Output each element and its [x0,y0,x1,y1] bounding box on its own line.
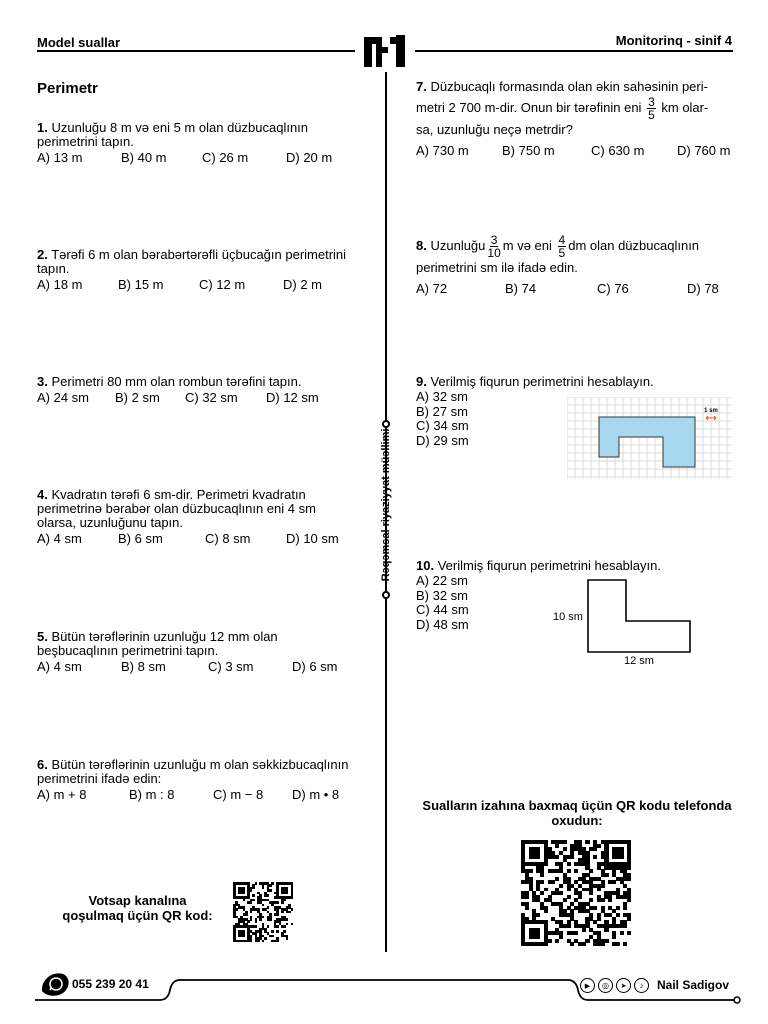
q10-l-shape-figure [550,576,700,668]
header-rule-left [37,50,355,52]
q3-option-b[interactable]: B) 2 sm [115,390,160,405]
q10-number: 10. [416,558,435,573]
q8-line2: perimetrini sm ilə ifadə edin. [416,260,578,275]
q9-option-c[interactable]: C) 34 sm [416,418,469,433]
q7-frac-num: 3 [648,95,655,109]
q8-f2-den: 5 [558,246,566,260]
q5-option-a[interactable]: A) 4 sm [37,659,82,674]
telegram-icon[interactable]: ➤ [616,978,631,993]
q10-text: Verilmiş fiqurun perimetrini hesablayın. [437,558,661,573]
q7-fraction [647,96,656,121]
q10-label-left: 10 sm [553,611,583,623]
q9-option-b[interactable]: B) 27 sm [416,403,469,419]
q1-option-c[interactable]: C) 26 m [202,150,249,165]
q1-option-b[interactable]: B) 40 m [121,150,167,165]
q8-fraction-1 [487,234,500,259]
q1-text: Uzunluğu 8 m və eni 5 m olan düzbucaqlının perimetrini tapın. [37,120,309,149]
qr-left-caption-line1: Votsap kanalına [88,893,187,908]
tiktok-icon[interactable]: ♪ [634,978,649,993]
q8-option-a[interactable]: A) 72 [416,281,448,296]
question-1 [37,121,367,165]
q6-option-a[interactable]: A) m + 8 [37,787,87,802]
q9-option-a[interactable]: A) 32 sm [416,389,469,404]
q8-f1-den: 10 [487,246,501,260]
q4-option-a[interactable]: A) 4 sm [37,531,82,546]
q9-grid-figure [567,397,731,479]
explanation-qr-code[interactable] [521,840,631,946]
q5-option-b[interactable]: B) 8 sm [121,659,166,674]
q5-number: 5. [37,629,48,644]
q4-option-d[interactable]: D) 10 sm [286,531,339,546]
q1-number: 1. [37,120,48,135]
question-10 [416,559,661,573]
q5-option-d[interactable]: D) 6 sm [292,659,338,674]
q8-f1-num: 3 [490,233,498,247]
q6-number: 6. [37,757,48,772]
qr-left-caption [55,893,220,923]
q8-option-d[interactable]: D) 78 [687,281,719,296]
q7-option-a[interactable]: A) 730 m [416,143,469,158]
question-8 [416,234,738,296]
footer-author: Nail Sadigov [657,978,730,992]
q6-option-b[interactable]: B) m : 8 [129,787,175,802]
q1-option-a[interactable]: A) 13 m [37,150,83,165]
q2-option-c[interactable]: C) 12 m [199,277,246,292]
q9-text: Verilmiş fiqurun perimetrini hesablayın. [430,374,654,389]
q6-option-d[interactable]: D) m • 8 [292,787,340,802]
q2-option-a[interactable]: A) 18 m [37,277,83,292]
q4-number: 4. [37,487,48,502]
question-7 [416,78,738,158]
q7-option-c[interactable]: C) 630 m [591,143,645,158]
q5-text: Bütün tərəflərinin uzunluğu 12 mm olan beşbucaqlının perimetrini tapın. [37,629,278,658]
footer-phone: 055 239 20 41 [72,977,149,991]
q9-scale-label: 1 sm [704,408,718,414]
q4-option-b[interactable]: B) 6 sm [118,531,163,546]
q3-number: 3. [37,374,48,389]
question-2 [37,248,357,292]
divider-circle-top [382,420,390,428]
header-left: Model suallar [37,35,121,50]
q9-options [416,390,469,448]
question-6 [37,758,357,802]
q2-option-b[interactable]: B) 15 m [118,277,164,292]
q7-line1: Düzbucaqlı formasında olan əkin sahəsinin peri- [430,79,708,94]
q6-option-c[interactable]: C) m − 8 [213,787,264,802]
q2-text: Tərəfi 6 m olan bərabərtərəfli üçbucağın perimetrini tapın. [37,247,347,276]
q3-option-a[interactable]: A) 24 sm [37,390,90,405]
q4-text: Kvadratın tərəfi 6 sm-dir. Perimetri kvadratın perimetrinə bərabər olan düzbucaqlının eni 4 sm olarsa, uzunluğunu tapın. [37,487,316,530]
q8-text1: Uzunluğu [430,237,486,253]
qr-left-caption-line2: qoşulmaq üçün QR kod: [62,908,213,923]
q7-option-b[interactable]: B) 750 m [502,143,555,158]
q10-option-b[interactable]: B) 32 sm [416,587,469,603]
q7-option-d[interactable]: D) 760 m [677,143,731,158]
q7-frac-den: 5 [648,108,655,122]
q8-text2: m və eni [502,237,552,253]
divider-circle-bottom [382,591,390,599]
vertical-label: Rəqəmsal riyaziyyat müəllimi [380,428,392,582]
qr-right-caption: Sualların izahına baxmaq üçün QR kodu telefonda oxudun: [422,798,732,828]
q8-option-b[interactable]: B) 74 [505,281,537,296]
header-rule-right [415,50,733,52]
q9-option-d[interactable]: D) 29 sm [416,432,469,448]
q7-line3: sa, uzunluğu neçə metrdir? [416,122,573,137]
instagram-icon[interactable]: ◎ [598,978,613,993]
q2-number: 2. [37,247,48,262]
social-icons [580,978,649,993]
q8-number: 8. [416,237,427,253]
q10-label-bottom: 12 sm [624,655,654,667]
q6-text: Bütün tərəflərinin uzunluğu m olan səkkizbucaqlının perimetrini ifadə edin: [37,757,349,786]
q10-shape [588,580,690,652]
q7-line2b: km olar- [661,99,709,115]
section-title: Perimetr [37,80,98,97]
q2-option-d[interactable]: D) 2 m [283,277,322,292]
q1-option-d[interactable]: D) 20 m [286,150,333,165]
q10-option-c[interactable]: C) 44 sm [416,602,469,617]
whatsapp-qr-code[interactable] [233,882,293,942]
q9-number: 9. [416,374,427,389]
q10-options [416,574,469,632]
q8-f2-num: 4 [558,233,566,247]
logo-icon [362,33,408,69]
q7-line2a: metri 2 700 m-dir. Onun bir tərəfinin eni [416,99,642,115]
q8-option-c[interactable]: C) 76 [597,281,629,296]
header-right: Monitorinq - sinif 4 [615,33,732,48]
q8-text3: dm olan düzbucaqlının [568,237,700,253]
question-9 [416,375,654,389]
q10-option-a[interactable]: A) 22 sm [416,573,469,588]
question-4 [37,488,357,546]
q7-number: 7. [416,79,427,94]
q3-option-d[interactable]: D) 12 sm [266,390,319,405]
q5-option-c[interactable]: C) 3 sm [208,659,254,674]
q8-fraction-2 [558,234,567,259]
q4-option-c[interactable]: C) 8 sm [205,531,251,546]
q3-option-c[interactable]: C) 32 sm [185,390,238,405]
q10-option-d[interactable]: D) 48 sm [416,616,469,632]
footer-line [0,970,768,1010]
question-3 [37,375,367,405]
youtube-icon[interactable]: ▶ [580,978,595,993]
question-5 [37,630,353,674]
q3-text: Perimetri 80 mm olan rombun tərəfini tapın. [51,374,302,389]
